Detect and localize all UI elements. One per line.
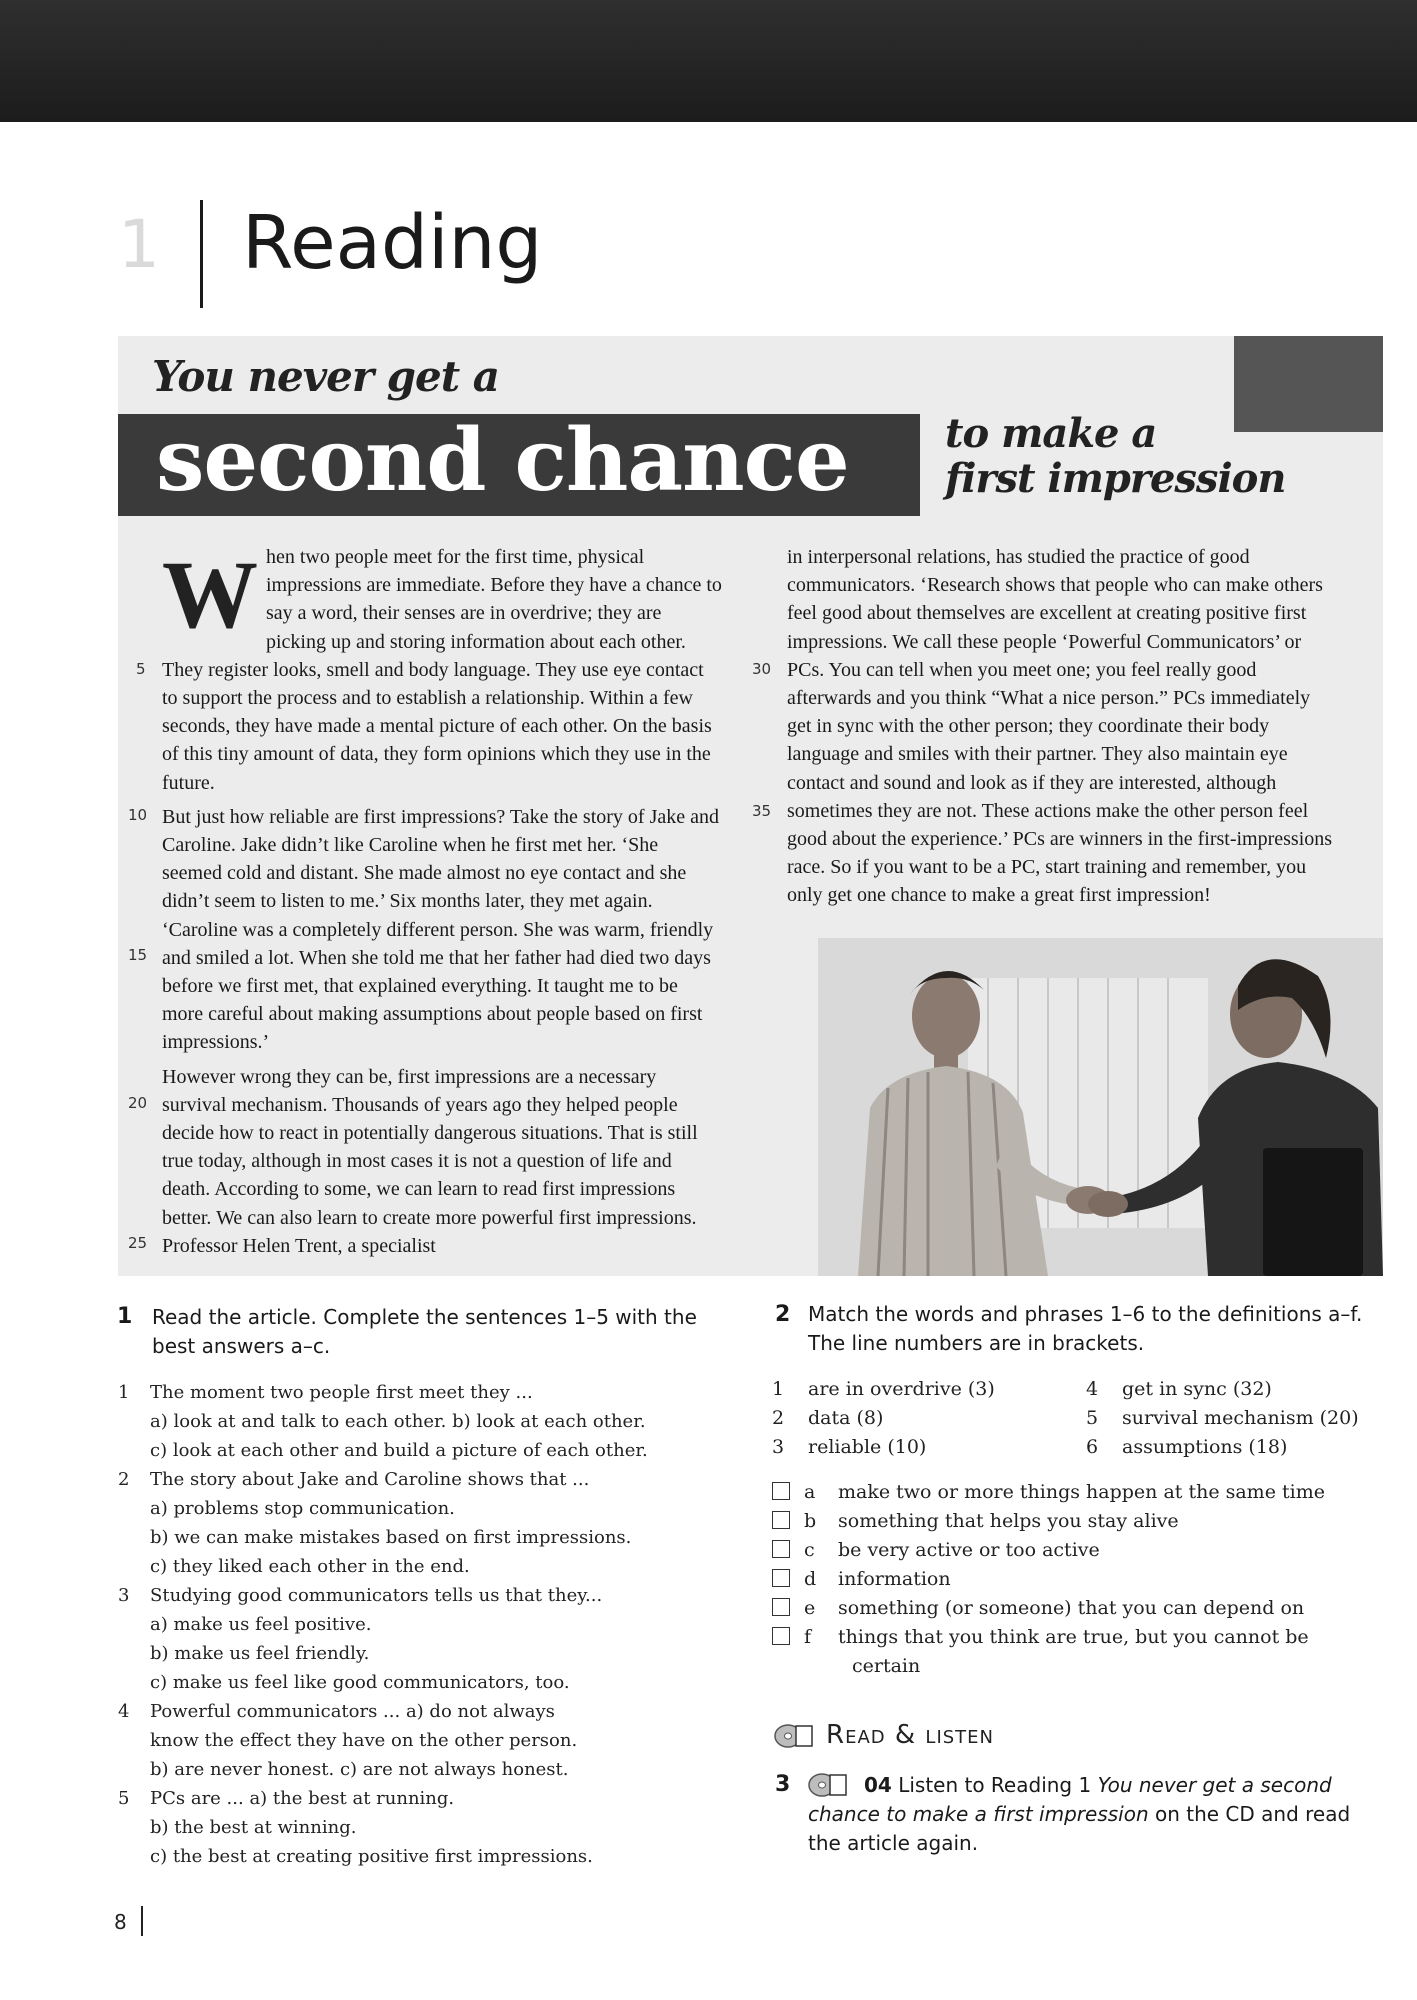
exercise-1-instruction: Read the article. Complete the sentences 1–5 with the best answers a–c. <box>152 1305 697 1358</box>
answer-checkbox[interactable] <box>772 1511 790 1529</box>
answer-checkbox[interactable] <box>772 1482 790 1500</box>
ex1-line <box>118 1465 589 1494</box>
def-letter: b <box>804 1510 817 1532</box>
def-letter: c <box>804 1539 815 1561</box>
ex1-line-text: Powerful communicators ... a) do not always <box>150 1701 555 1722</box>
ex2-item-num: 4 <box>1086 1378 1099 1400</box>
top-banner <box>0 0 1417 122</box>
ex2-item-num: 3 <box>772 1436 785 1458</box>
ex1-line <box>118 1726 577 1755</box>
ex2-definition <box>772 1594 1372 1623</box>
ex2-item <box>772 1436 926 1458</box>
headline-part3-line2: first impression <box>945 454 1286 502</box>
line-number: 25 <box>128 1234 148 1252</box>
ex1-line-text: b) make us feel friendly. <box>150 1643 370 1664</box>
ex1-line-text: c) make us feel like good communicators, too. <box>150 1672 570 1693</box>
ex1-line <box>118 1697 555 1726</box>
ex2-item-text: assumptions (18) <box>1122 1436 1288 1458</box>
article-paragraph-4: in interpersonal relations, has studied the practice of good communicators. ‘Research shows that people who can make others feel good about themselves are excellent at creating positive first impressions. We call these people ‘Powerful Communicators’ or PCs. You can tell when you meet one; you feel really good afterwards and you think “What a nice person.” PCs immediately get in sync with the other person; they coordinate their body language and smiles with their partner. They also maintain eye contact and sound and look as if they are interested, although sometimes they are not. These actions make the other person feel good about the experience.’ PCs are winners in the first-impressions race. So if you want to be a PC, start training and remember, you only get one chance to make a great first impression! <box>787 546 1333 907</box>
ex1-line <box>118 1523 631 1552</box>
ex2-definition <box>772 1478 1372 1507</box>
ex2-item-num: 6 <box>1086 1436 1099 1458</box>
exercise-2-number: 2 <box>775 1302 791 1327</box>
def-letter: d <box>804 1568 817 1590</box>
ex2-item-text: get in sync (32) <box>1122 1378 1272 1400</box>
headline-part2: second chance <box>156 410 849 511</box>
read-listen-heading: Read & listen <box>826 1720 995 1750</box>
def-letter: e <box>804 1597 816 1619</box>
answer-checkbox[interactable] <box>772 1627 790 1645</box>
ex2-item-text: are in overdrive (3) <box>808 1378 995 1400</box>
ex1-line <box>118 1552 470 1581</box>
ex2-item <box>1086 1378 1272 1400</box>
ex1-line-text: c) the best at creating positive first impressions. <box>150 1846 593 1867</box>
answer-checkbox[interactable] <box>772 1569 790 1587</box>
ex2-item-text: survival mechanism (20) <box>1122 1407 1359 1429</box>
ex1-line <box>118 1842 593 1871</box>
ex2-item-text: reliable (10) <box>808 1436 927 1458</box>
ex1-line-num: 3 <box>118 1585 130 1606</box>
exercise-3-instruction <box>808 1771 1368 1858</box>
page-number-divider <box>141 1906 143 1936</box>
unit-number: 1 <box>118 206 160 283</box>
line-number: 15 <box>128 946 148 964</box>
unit-divider <box>200 200 203 308</box>
article-p1-text: hen two people meet for the first time, physical impressions are immediate. Before they have a chance to say a word, their senses are in overdrive; they are picking up and storing information about each other. They register looks, smell and body language. They use eye contact to support the process and to establish a relationship. Within a few seconds, they have made a mental picture of each other. On the basis of this tiny amount of data, they form opinions which they use in the future. <box>162 546 722 794</box>
handshake-illustration <box>818 938 1383 1276</box>
def-text: information <box>838 1568 951 1590</box>
ex1-line-num: 5 <box>118 1788 130 1809</box>
ex1-line-text: b) the best at winning. <box>150 1817 357 1838</box>
ex1-line <box>118 1436 648 1465</box>
ex1-line <box>118 1639 369 1668</box>
ex1-line-text: PCs are ... a) the best at running. <box>150 1788 455 1809</box>
ex3-article-title: You never get a second chance to make a first impression <box>808 1773 1332 1826</box>
answer-checkbox[interactable] <box>772 1540 790 1558</box>
dropcap: W <box>162 541 258 648</box>
headline-part3-line1: to make a <box>945 410 1157 457</box>
def-text: be very active or too active <box>838 1539 1100 1561</box>
ex1-line <box>118 1668 570 1697</box>
ex1-line-text: b) we can make mistakes based on first impressions. <box>150 1527 632 1548</box>
ex1-line-num: 1 <box>118 1382 130 1403</box>
ex1-line-num: 4 <box>118 1701 130 1722</box>
line-number: 5 <box>136 660 146 678</box>
ex1-line <box>118 1610 371 1639</box>
answer-checkbox[interactable] <box>772 1598 790 1616</box>
ex1-line <box>118 1784 454 1813</box>
ex2-definition-continued <box>772 1652 1417 1681</box>
ex1-line <box>118 1755 569 1784</box>
ex3-text-after: on the CD and read the article again. <box>808 1802 1351 1855</box>
article-paragraph-2: But just how reliable are first impressions? Take the story of Jake and Caroline. Jake didn’t like Caroline when he first met her. ‘She seemed cold and distant. She made almost no eye contact and she didn’t seem to listen to me.’ Six months later, they met again. ‘Caroline was a completely different person. She was warm, friendly and smiled a lot. When she told me that her father had died two days before we first met, that explained everything. It taught me to be more careful about making assumptions about people based on first impressions.’ <box>162 805 719 1054</box>
ex2-definition <box>772 1565 1372 1594</box>
ex3-text-before: Listen to Reading 1 <box>891 1773 1098 1797</box>
ex1-line-num: 2 <box>118 1469 130 1490</box>
headline-part1: You never get a <box>152 352 499 401</box>
ex1-line-text: know the effect they have on the other person. <box>150 1730 578 1751</box>
ex1-line-text: c) look at each other and build a picture of each other. <box>150 1440 648 1461</box>
headline-part3 <box>945 412 1285 502</box>
exercise-1-number: 1 <box>117 1304 133 1329</box>
ex2-item-num: 2 <box>772 1407 785 1429</box>
ex1-line <box>118 1407 646 1436</box>
exercise-3-number: 3 <box>775 1772 791 1797</box>
track-number: 04 <box>864 1773 892 1797</box>
article-column-left <box>162 543 722 1260</box>
ex1-line <box>118 1378 533 1407</box>
ex2-item-num: 5 <box>1086 1407 1099 1429</box>
ex1-line-text: a) make us feel positive. <box>150 1614 372 1635</box>
ex1-line-text: a) problems stop communication. <box>150 1498 455 1519</box>
line-number: 20 <box>128 1094 148 1112</box>
page-number: 8 <box>114 1910 127 1934</box>
ex2-definition <box>772 1623 1372 1652</box>
article-column-right <box>787 543 1337 910</box>
cd-icon <box>774 1722 814 1748</box>
ex2-item-num: 1 <box>772 1378 785 1400</box>
ex1-line-text: The story about Jake and Caroline shows that ... <box>150 1469 590 1490</box>
def-text: things that you think are true, but you cannot be <box>838 1626 1309 1648</box>
ex1-line <box>118 1813 356 1842</box>
ex1-line-text: Studying good communicators tells us that they... <box>150 1585 603 1606</box>
def-text: something (or someone) that you can depend on <box>838 1597 1305 1619</box>
def-text: certain <box>852 1655 921 1677</box>
ex1-line <box>118 1494 455 1523</box>
ex2-item <box>772 1407 883 1429</box>
ex1-line-text: The moment two people first meet they ... <box>150 1382 533 1403</box>
def-letter: a <box>804 1481 816 1503</box>
ex2-item <box>1086 1407 1359 1429</box>
ex2-item <box>772 1378 995 1400</box>
handshake-photo <box>818 938 1383 1276</box>
ex1-line <box>118 1581 602 1610</box>
def-letter: f <box>804 1626 812 1648</box>
ex1-line-text: c) they liked each other in the end. <box>150 1556 470 1577</box>
ex2-item <box>1086 1436 1287 1458</box>
article-paragraph-1 <box>162 543 722 797</box>
ex1-line-text: a) look at and talk to each other. b) look at each other. <box>150 1411 646 1432</box>
line-number: 10 <box>128 806 148 824</box>
ex1-line-text: b) are never honest. c) are not always honest. <box>150 1759 569 1780</box>
ex2-item-text: data (8) <box>808 1407 884 1429</box>
line-number: 30 <box>752 660 772 678</box>
ex2-definition <box>772 1536 1372 1565</box>
unit-title: Reading <box>242 200 543 286</box>
def-text: make two or more things happen at the same time <box>838 1481 1325 1503</box>
exercise-2-instruction: Match the words and phrases 1–6 to the definitions a–f. The line numbers are in brackets. <box>808 1302 1363 1355</box>
ex2-definition <box>772 1507 1372 1536</box>
def-text: something that helps you stay alive <box>838 1510 1179 1532</box>
article-paragraph-3: However wrong they can be, first impressions are a necessary survival mechanism. Thousands of years ago they helped people decide how to react in potentially dangerous situations. That is still true today, although in most cases it is not a question of life and death. According to some, we can learn to read first impressions better. We can also learn to create more powerful first impressions. Professor Helen Trent, a specialist <box>162 1065 698 1257</box>
line-number: 35 <box>752 802 772 820</box>
